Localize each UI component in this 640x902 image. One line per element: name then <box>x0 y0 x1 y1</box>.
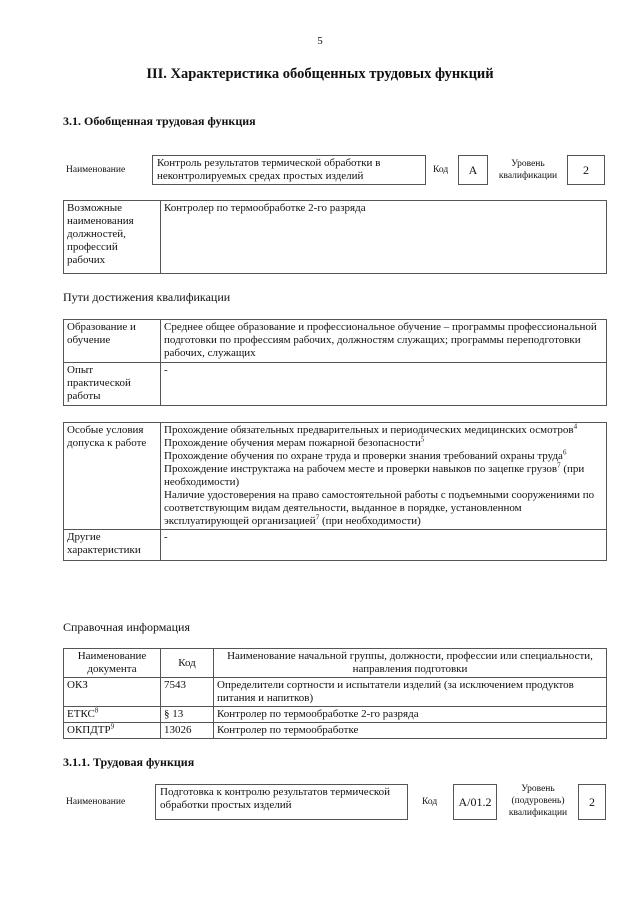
ref-name: Контролер по термообработке <box>214 723 607 739</box>
admission-item: Прохождение обязательных предварительных и периодических медицинских осмотров$^4$ <box>164 422 578 436</box>
table-row <box>64 723 607 739</box>
gtf-name-value: Контроль результатов термической обработки в неконтролируемых средах простых изделий <box>152 155 426 185</box>
tf-code-label: Код <box>422 797 438 807</box>
reference-table <box>63 648 607 739</box>
section-title: III. Характеристика обобщенных трудовых функций <box>146 66 494 82</box>
ref-code: 7543 <box>161 678 214 707</box>
ref-doc: ОКПДТР$^9$ <box>64 723 161 739</box>
table-row <box>64 423 607 530</box>
admission-label: Особые условия допуска к работе <box>64 423 161 530</box>
paths-label-1: Опыт практической работы <box>64 363 161 406</box>
admission-item: Наличие удостоверения на право самостоятельной работы с подъемными сооружениями по соответствующим видам деятельности, выданное в порядке, установленном эксплуатирующей организацией$^7$ (при необходимости) <box>164 489 595 527</box>
ref-code: 13026 <box>161 723 214 739</box>
table-row <box>64 530 607 561</box>
tf-name-value: Подготовка к контролю результатов термической обработки простых изделий <box>155 784 408 820</box>
tf-code-value: A/01.2 <box>453 784 497 820</box>
other-value: - <box>161 530 607 561</box>
admission-item: Прохождение обучения мерам пожарной безопасности$^5$ <box>164 435 425 449</box>
table-row <box>64 707 607 723</box>
table-row <box>64 363 607 406</box>
positions-table <box>63 200 607 274</box>
paths-label-0: Образование и обучение <box>64 320 161 363</box>
paths-value-1: - <box>161 363 607 406</box>
admission-item: Прохождение инструктажа на рабочем месте и проверки навыков по зацепке грузов$^7$ (при необходимости) <box>164 461 585 488</box>
admission-table <box>63 422 607 561</box>
ref-name: Определители сортности и испытатели изделий (за исключением продуктов питания и напитков) <box>214 678 607 707</box>
paths-table <box>63 319 607 406</box>
gtf-code-label: Код <box>433 165 449 175</box>
paths-heading: Пути достижения квалификации <box>63 290 231 304</box>
gtf-level-label: Уровень квалификации <box>498 159 558 181</box>
col-header-doc: Наименование документа <box>64 649 161 678</box>
table-row <box>64 201 607 274</box>
admission-items <box>161 423 607 530</box>
reference-heading: Справочная информация <box>63 620 190 634</box>
ref-doc: ЕТКС$^8$ <box>64 707 161 723</box>
ref-code: § 13 <box>161 707 214 723</box>
col-header-code: Код <box>161 649 214 678</box>
tf-name-label: Наименование <box>66 797 126 807</box>
tf-level-value: 2 <box>578 784 606 820</box>
paths-value-0: Среднее общее образование и профессиональное обучение – программы профессиональной подготовки по профессиям рабочих, должностям служащих; программы переподготовки рабочих, служащих <box>161 320 607 363</box>
admission-item: Прохождение обучения по охране труда и проверки знания требований охраны труда$^6$ <box>164 448 567 462</box>
gtf-heading: 3.1. Обобщенная трудовая функция <box>63 114 256 128</box>
gtf-level-value: 2 <box>567 155 605 185</box>
table-row <box>64 678 607 707</box>
ref-name: Контролер по термообработке 2-го разряда <box>214 707 607 723</box>
page-number: 5 <box>317 35 323 47</box>
gtf-name-label: Наименование <box>66 165 126 175</box>
gtf-code-value: А <box>458 155 488 185</box>
ref-doc: ОКЗ <box>64 678 161 707</box>
table-row <box>64 649 607 678</box>
table-row <box>64 320 607 363</box>
positions-label: Возможные наименования должностей, профессий рабочих <box>64 201 161 274</box>
other-label: Другие характеристики <box>64 530 161 561</box>
tf-heading: 3.1.1. Трудовая функция <box>63 755 195 769</box>
positions-value: Контролер по термообработке 2-го разряда <box>161 201 607 274</box>
tf-level-label: Уровень (подуровень) квалификации <box>508 784 568 818</box>
col-header-name: Наименование начальной группы, должности, профессии или специальности, направления подготовки <box>214 649 607 678</box>
